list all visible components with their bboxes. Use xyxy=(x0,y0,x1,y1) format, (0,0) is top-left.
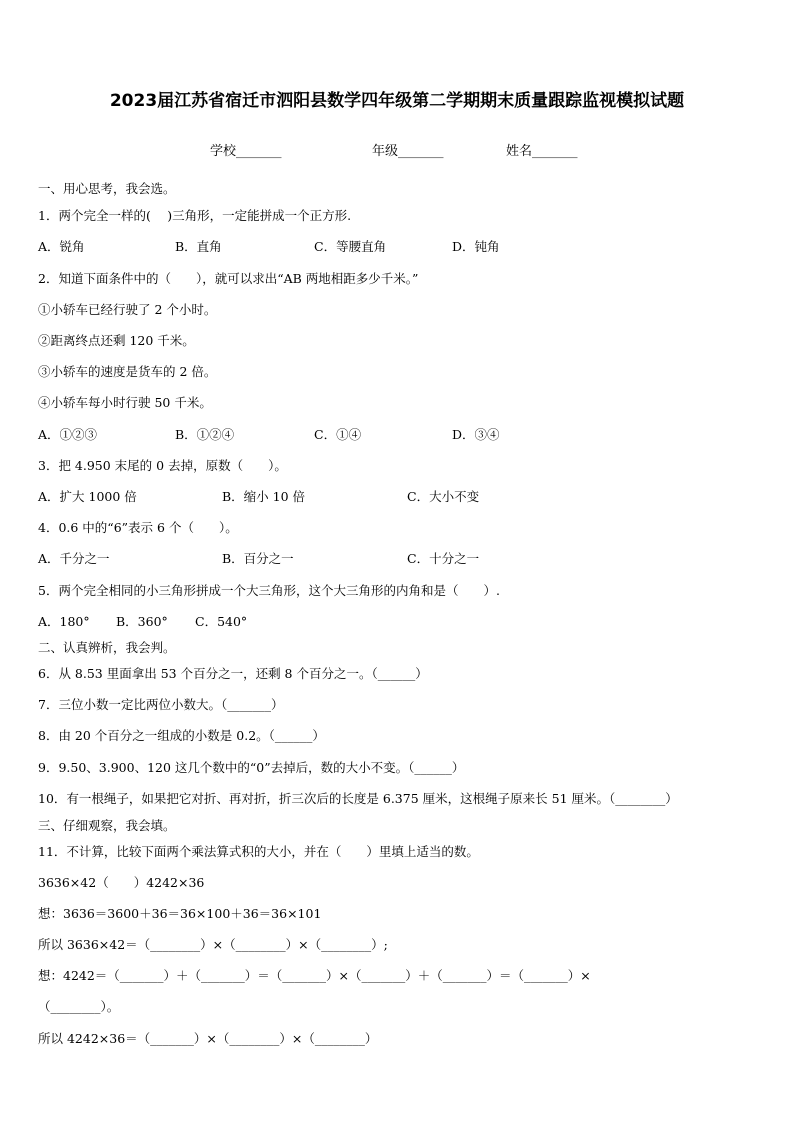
question-2-option-d: D．③④ xyxy=(452,427,500,442)
question-6: 6．从 8.53 里面拿出 53 个百分之一，还剩 8 个百分之一。（______） xyxy=(38,666,428,681)
question-5-option-b: B．360° xyxy=(116,614,168,629)
question-1-option-d: D．钝角 xyxy=(452,239,500,254)
question-10: 10．有一根绳子，如果把它对折、再对折，折三次后的长度是 6.375 厘米，这根绳子原来长 51 厘米。（________） xyxy=(38,791,678,806)
question-5-options xyxy=(38,614,758,630)
section-heading-choice: 一、用心思考，我会选。 xyxy=(38,181,176,196)
section-heading-judge: 二、认真辨析，我会判。 xyxy=(38,640,176,655)
question-4-option-a: A．千分之一 xyxy=(38,551,110,566)
question-11-so-2: 所以 4242×36＝（_______）×（________）×（________） xyxy=(38,1031,378,1046)
question-11-compare: 3636×42（ ）4242×36 xyxy=(38,875,205,890)
question-1-option-b: B．直角 xyxy=(175,239,222,254)
question-4-option-c: C．十分之一 xyxy=(407,551,480,566)
question-3-option-c: C．大小不变 xyxy=(407,489,480,504)
question-5-stem: 5．两个完全相同的小三角形拼成一个大三角形，这个大三角形的内角和是（ ）. xyxy=(38,583,500,598)
question-5-option-c: C．540° xyxy=(195,614,248,629)
question-4-option-b: B．百分之一 xyxy=(222,551,294,566)
question-1-stem: 1．两个完全一样的( )三角形，一定能拼成一个正方形. xyxy=(38,208,352,223)
question-11-stem: 11．不计算，比较下面两个乘法算式积的大小，并在（ ）里填上适当的数。 xyxy=(38,844,479,859)
question-4-stem: 4．0.6 中的“6”表示 6 个（ ）。 xyxy=(38,520,238,535)
question-2-option-a: A．①②③ xyxy=(38,427,98,442)
question-1-options xyxy=(38,239,758,255)
question-7: 7．三位小数一定比两位小数大。（_______） xyxy=(38,697,284,712)
question-3-option-b: B．缩小 10 倍 xyxy=(222,489,306,504)
question-1-option-a: A．锐角 xyxy=(38,239,85,254)
question-4-options xyxy=(38,551,758,567)
question-3-options xyxy=(38,489,758,505)
question-3-stem: 3．把 4.950 末尾的 0 去掉，原数（ ）。 xyxy=(38,458,287,473)
section-heading-fill: 三、仔细观察，我会填。 xyxy=(38,818,176,833)
question-11-so-1: 所以 3636×42＝（________）×（________）×（________）; xyxy=(38,937,388,952)
question-2-condition-2: ②距离终点还剩 120 千米。 xyxy=(38,333,195,348)
question-9: 9．9.50、3.900、120 这几个数中的“0”去掉后，数的大小不变。（______） xyxy=(38,760,465,775)
question-5-option-a: A．180° xyxy=(38,614,90,629)
question-1-option-c: C．等腰直角 xyxy=(314,239,387,254)
question-2-stem: 2．知道下面条件中的（ ），就可以求出“AB 两地相距多少千米。” xyxy=(38,271,419,286)
question-11-think-2: 想：4242＝（_______）＋（_______）＝（_______）×（_______）＋（_______）＝（_______）× xyxy=(38,968,591,983)
question-2-condition-4: ④小轿车每小时行驶 50 千米。 xyxy=(38,395,212,410)
question-11-think-1: 想：3636＝3600＋36＝36×100＋36＝36×101 xyxy=(38,906,322,921)
name-field: 姓名_______ xyxy=(506,144,578,159)
question-11-think-2-continued: （________）。 xyxy=(38,999,120,1014)
question-2-options xyxy=(38,427,758,443)
question-3-option-a: A．扩大 1000 倍 xyxy=(38,489,137,504)
question-2-option-b: B．①②④ xyxy=(175,427,235,442)
exam-title: 2023届江苏省宿迁市泗阳县数学四年级第二学期期末质量跟踪监视模拟试题 xyxy=(109,91,685,111)
question-2-condition-1: ①小轿车已经行驶了 2 个小时。 xyxy=(38,302,217,317)
question-2-condition-3: ③小轿车的速度是货车的 2 倍。 xyxy=(38,364,217,379)
school-field: 学校_______ xyxy=(210,144,282,159)
grade-field: 年级_______ xyxy=(372,144,444,159)
question-2-option-c: C．①④ xyxy=(314,427,362,442)
question-8: 8．由 20 个百分之一组成的小数是 0.2。（______） xyxy=(38,728,325,743)
